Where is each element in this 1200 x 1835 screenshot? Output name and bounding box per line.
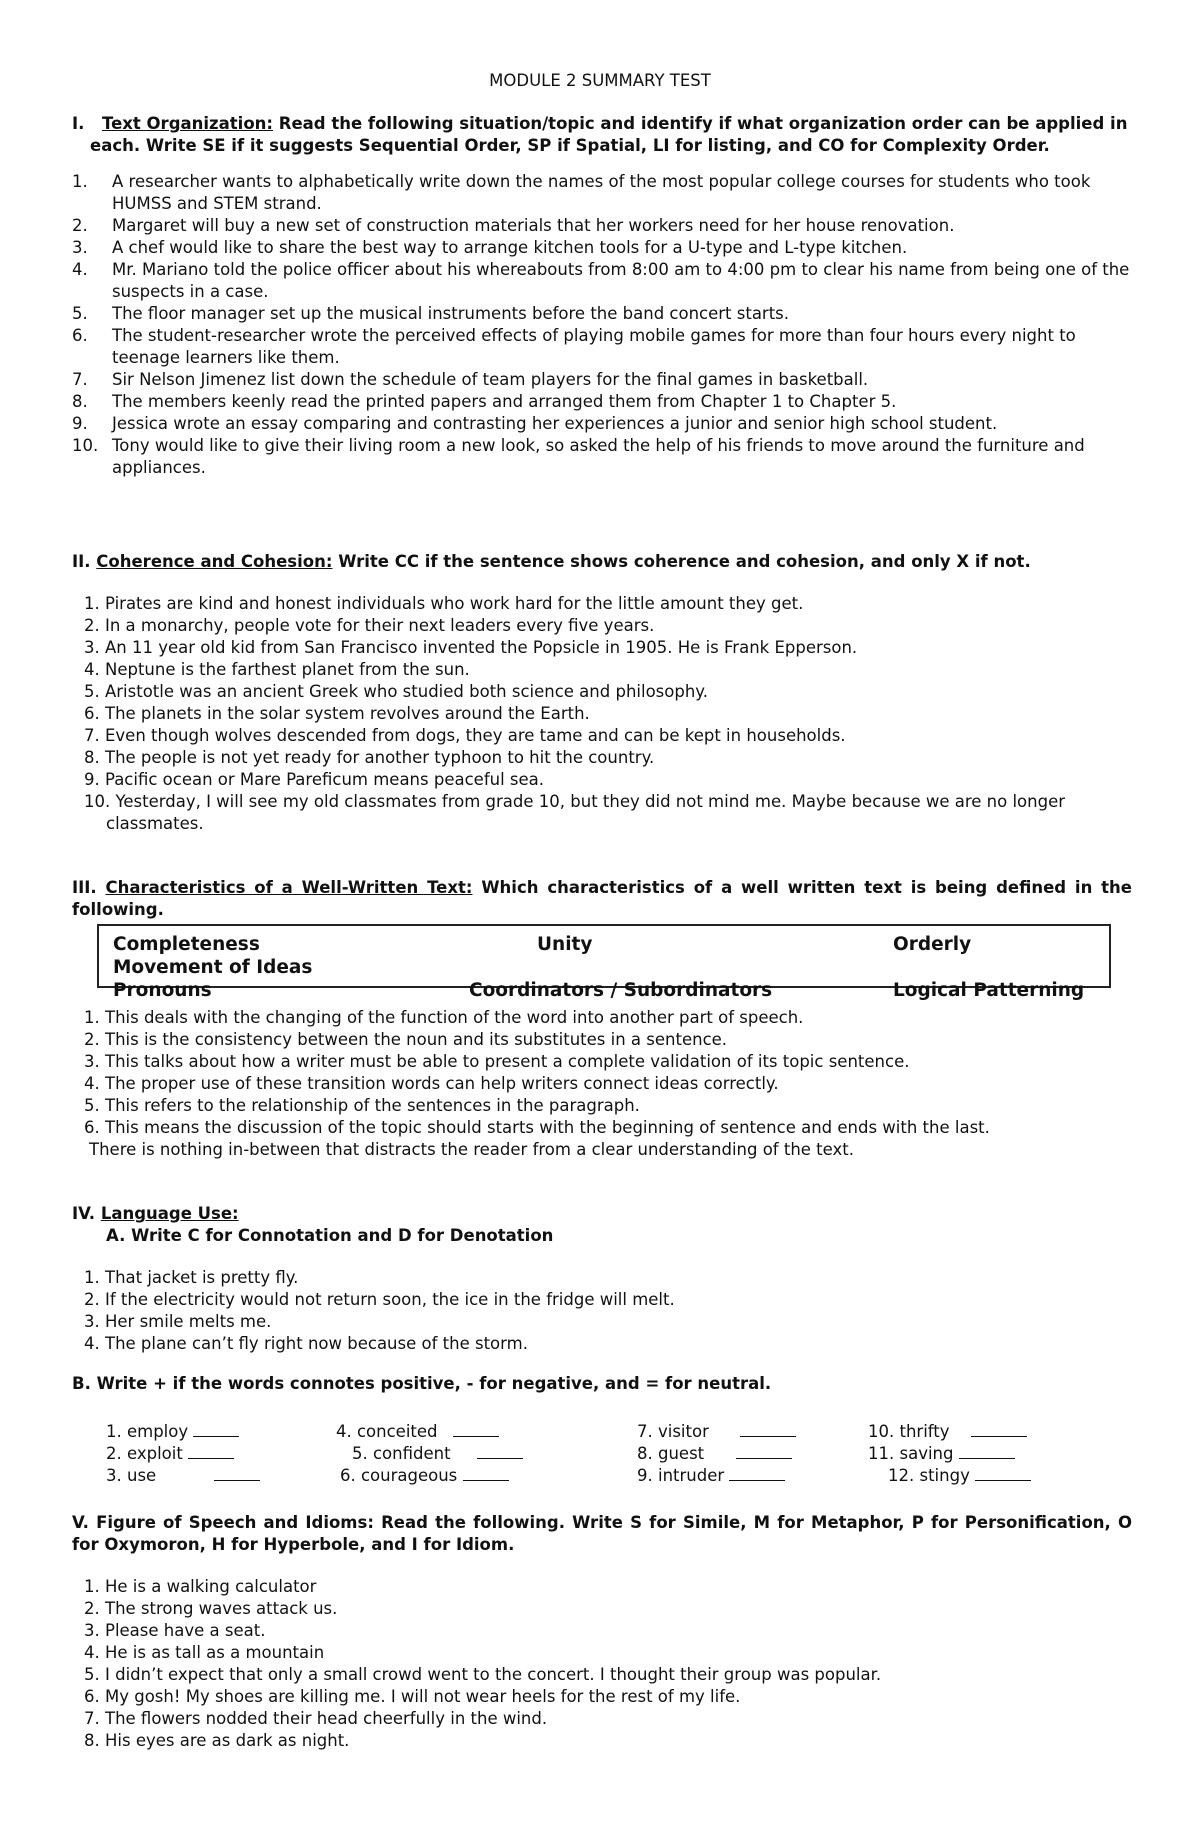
list-item: 6. This means the discussion of the topic should starts with the beginning of sentence and ends with the last.: [84, 1118, 990, 1137]
grid-item: 11. saving: [868, 1443, 1015, 1465]
section-5-list: [72, 1576, 1132, 1752]
section-2-numeral: II.: [72, 552, 91, 571]
list-item: 2. In a monarchy, people vote for their next leaders every five years.: [84, 616, 655, 635]
section-2-title: Coherence and Cohesion:: [96, 552, 333, 571]
section-3-title: Characteristics of a Well-Written Text:: [105, 878, 473, 897]
section-3: [72, 877, 1132, 921]
list-item: 5. Aristotle was an ancient Greek who studied both science and philosophy.: [84, 682, 708, 701]
word-bank-item: Orderly: [893, 934, 972, 955]
word-bank-item: Movement of Ideas: [113, 957, 313, 978]
list-item: 2. Margaret will buy a new set of construction materials that her workers need for her house renovation.: [72, 216, 955, 235]
grid-item: 5. confident: [352, 1443, 523, 1465]
list-item: 9. Jessica wrote an essay comparing and contrasting her experiences a junior and senior high school student.: [72, 414, 998, 433]
list-item: 7. Even though wolves descended from dogs, they are tame and can be kept in households.: [84, 726, 846, 745]
word-bank-item: Completeness: [113, 934, 260, 955]
section-3-questions: [72, 1007, 1132, 1161]
section-1-list: [72, 171, 1132, 479]
list-item: 1. He is a walking calculator: [84, 1577, 317, 1596]
section-2-instruction: Write CC if the sentence shows coherence and cohesion, and only X if not.: [338, 552, 1031, 571]
section-5-heading: V. Figure of Speech and Idioms: Read the following. Write S for Simile, M for Metaphor, P for Personification, O for Oxymoron, H for Hyperbole, and I for Idiom.: [72, 1513, 1132, 1554]
section-3-numeral: III.: [72, 878, 97, 897]
list-item: 3. This talks about how a writer must be able to present a complete validation of its topic sentence.: [84, 1052, 910, 1071]
section-4-title: Language Use:: [100, 1204, 239, 1223]
section-1-heading: [72, 113, 1132, 135]
list-item: 6. My gosh! My shoes are killing me. I will not wear heels for the rest of my life.: [84, 1687, 741, 1706]
grid-item: 2. exploit: [106, 1443, 234, 1465]
grid-item: 3. use: [106, 1465, 260, 1487]
list-item: 5. I didn’t expect that only a small crowd went to the concert. I thought their group was popular.: [84, 1665, 882, 1684]
list-item: 1. A researcher wants to alphabetically write down the names of the most popular college courses for students who took HUMSS and STEM strand.: [72, 172, 1091, 213]
list-item: 7. Sir Nelson Jimenez list down the schedule of team players for the final games in basketball.: [72, 370, 869, 389]
section-4-numeral: IV.: [72, 1204, 96, 1223]
list-item: 1. Pirates are kind and honest individuals who work hard for the little amount they get.: [84, 594, 804, 613]
section-4a-list: [72, 1267, 1132, 1355]
section-1-title: Text Organization:: [102, 114, 274, 133]
grid-item: 1. employ: [106, 1421, 239, 1443]
list-item: 2. The strong waves attack us.: [84, 1599, 338, 1618]
list-item: 1. That jacket is pretty fly.: [84, 1268, 299, 1287]
list-item: 2. If the electricity would not return soon, the ice in the fridge will melt.: [84, 1290, 675, 1309]
section-2: [72, 551, 1132, 835]
grid-item: 10. thrifty: [868, 1421, 1027, 1443]
page-title: MODULE 2 SUMMARY TEST: [489, 71, 711, 90]
section-1-numeral: I.: [72, 114, 85, 133]
list-item: 10. Tony would like to give their living room a new look, so asked the help of his friends to move around the furniture and appliances.: [72, 436, 1085, 477]
list-item: 3. Please have a seat.: [84, 1621, 266, 1640]
grid-item: 7. visitor: [637, 1421, 796, 1443]
section-1-line2: each. Write SE if it suggests Sequential Order, SP if Spatial, LI for listing, and CO for Complexity Order.: [90, 136, 1050, 155]
list-item: 8. The people is not yet ready for another typhoon to hit the country.: [84, 748, 655, 767]
section-4-part-a: A. Write C for Connotation and D for Denotation: [106, 1226, 554, 1245]
list-item: 1. This deals with the changing of the function of the word into another part of speech.: [84, 1008, 804, 1027]
section-4-part-b: B. Write + if the words connotes positive, - for negative, and = for neutral.: [72, 1374, 772, 1393]
word-bank-item: Pronouns: [113, 980, 212, 1001]
grid-item: 6. courageous: [340, 1465, 509, 1487]
grid-item: 8. guest: [637, 1443, 792, 1465]
word-bank-box: [97, 924, 1111, 1001]
section-1-line1: Read the following situation/topic and identify if what organization order can be applied in: [278, 114, 1128, 133]
list-item: 4. The proper use of these transition words can help writers connect ideas correctly.: [84, 1074, 779, 1093]
section-5: [72, 1512, 1132, 1752]
list-item: 7. The flowers nodded their head cheerfully in the wind.: [84, 1709, 548, 1728]
list-item: 4. Mr. Mariano told the police officer about his whereabouts from 8:00 am to 4:00 pm to clear his name from being one of the suspects in a case.: [72, 260, 1130, 301]
list-item: 3. Her smile melts me.: [84, 1312, 272, 1331]
grid-item: 12. stingy: [888, 1465, 1031, 1487]
list-item: 3. An 11 year old kid from San Francisco invented the Popsicle in 1905. He is Frank Epperson.: [84, 638, 858, 657]
list-item: 8. The members keenly read the printed papers and arranged them from Chapter 1 to Chapter 5.: [72, 392, 897, 411]
section-4-heading: [72, 1203, 1132, 1225]
list-item: 9. Pacific ocean or Mare Pareficum means peaceful sea.: [84, 770, 545, 789]
section-1: [72, 113, 1132, 479]
list-item: 4. He is as tall as a mountain: [84, 1643, 325, 1662]
section-2-list: [72, 593, 1132, 835]
word-bank-item: Coordinators / Subordinators: [469, 980, 773, 1001]
grid-item: 9. intruder: [637, 1465, 785, 1487]
grid-item: 4. conceited: [336, 1421, 499, 1443]
list-item: 8. His eyes are as dark as night.: [84, 1731, 350, 1750]
list-item: 5. This refers to the relationship of the sentences in the paragraph.: [84, 1096, 640, 1115]
list-item: 6. The student-researcher wrote the perceived effects of playing mobile games for more than four hours every night to teenage learners like them.: [72, 326, 1076, 367]
section-2-heading: [72, 551, 1132, 573]
list-item: 6. The planets in the solar system revolves around the Earth.: [84, 704, 590, 723]
list-item: 4. Neptune is the farthest planet from the sun.: [84, 660, 470, 679]
section-3-instruction: Which characteristics of a well written text is being defined in the following.: [72, 878, 1132, 919]
list-item: 5. The floor manager set up the musical instruments before the band concert starts.: [72, 304, 790, 323]
word-bank-item: Unity: [537, 934, 593, 955]
section-3-list: [72, 1007, 1132, 1139]
section-3-heading: [72, 877, 1132, 921]
word-bank-item: Logical Patterning: [893, 980, 1085, 1001]
section-3-trailing-text: There is nothing in-between that distracts the reader from a clear understanding of the text.: [89, 1140, 854, 1159]
list-item: 10. Yesterday, I will see my old classmates from grade 10, but they did not mind me. Maybe because we are no longer classmates.: [84, 792, 1066, 833]
list-item: 4. The plane can’t fly right now because of the storm.: [84, 1334, 528, 1353]
list-item: 3. A chef would like to share the best way to arrange kitchen tools for a U-type and L-type kitchen.: [72, 238, 908, 257]
list-item: 2. This is the consistency between the noun and its substitutes in a sentence.: [84, 1030, 728, 1049]
section-4: [72, 1203, 1132, 1395]
